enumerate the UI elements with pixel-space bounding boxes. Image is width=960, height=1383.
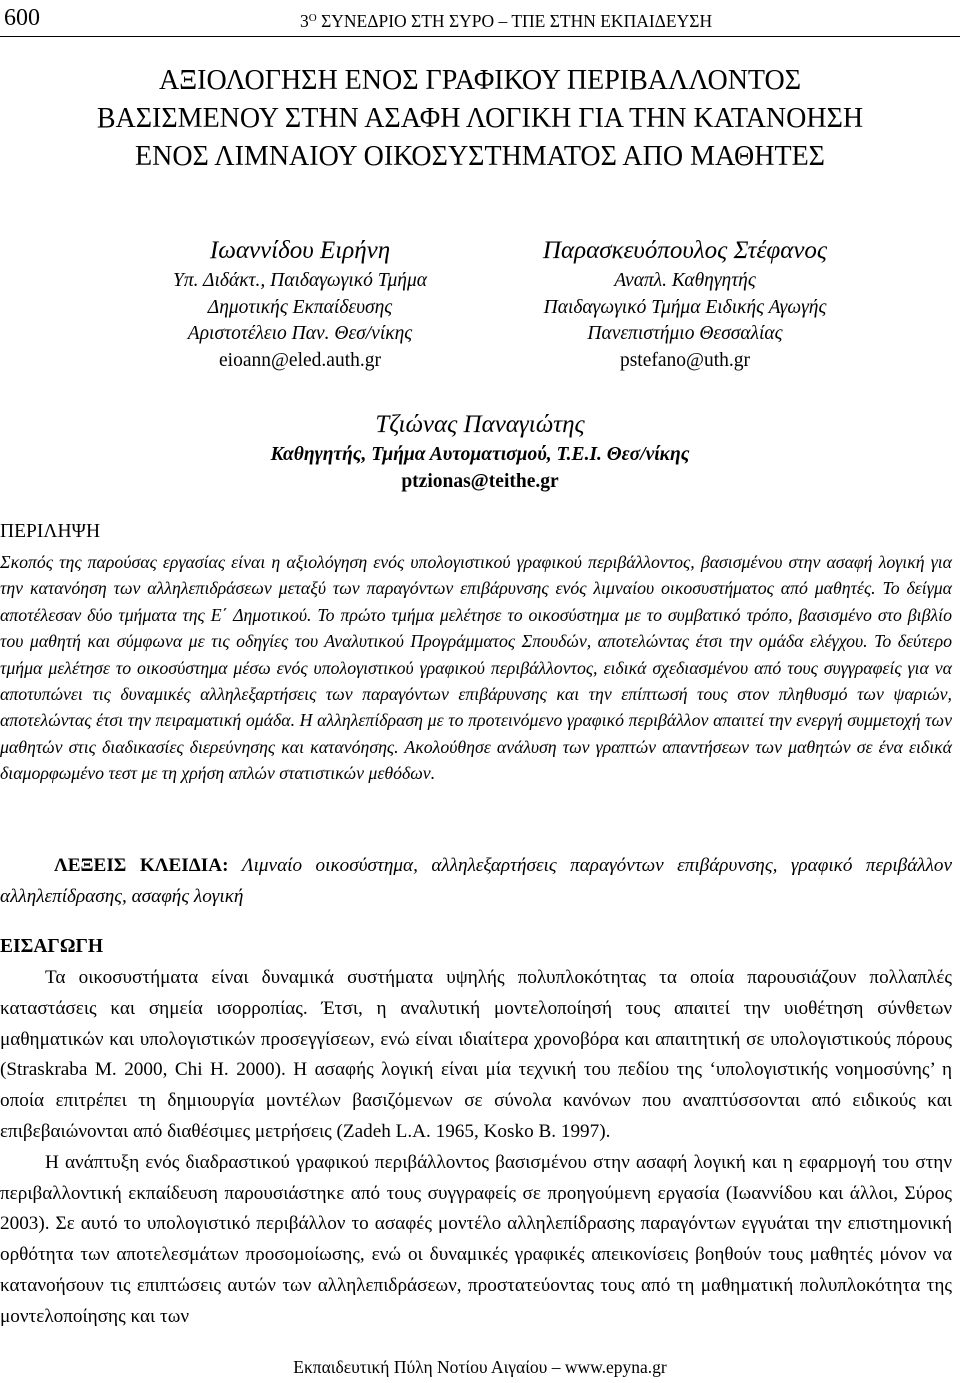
author-affiliation: Πανεπιστήμιο Θεσσαλίας (587, 323, 783, 344)
section-heading-introduction: ΕΙΣΑΓΩΓΗ (0, 936, 104, 957)
author-affiliation: Δημοτικής Εκπαίδευσης (207, 296, 393, 318)
paragraph: Τα οικοσυστήματα είναι δυναμικά συστήματα υψηλής πολυπλοκότητας τα οποία παρουσιάζουν πολλαπλές καταστάσεις και σημεία ισορροπίας. Έτσι, η αναλυτική μοντελοποίησή τους απαιτεί την υιοθέτηση σύνθετων μαθηματικών και υπολογιστικών προσεγγίσεων, ενώ είναι ιδιαίτερα χρονοβόρα και απαιτητική σε υπολογιστικούς πόρους (Straskraba M. 2000, Chi H. 2000). Η ασαφής λογική είναι μία τεχνική του πεδίου της ‘υπολογιστικής νοημοσύνης’ η οποία επιτρέπει τη δημιουργία μοντέλων βασιζόμενων σε σύνολα κανόνων που αναπτύσσονται από ειδικούς και επιβεβαιώνονται από διαθέσιμες μετρήσεις (Zadeh L.A. 1965, Kosko B. 1997). (0, 967, 952, 1142)
running-header (300, 6, 712, 33)
author-name: Παρασκευόπουλος Στέφανος (542, 237, 828, 264)
title-line: ΑΞΙΟΛΟΓΗΣΗ ΕΝΟΣ ΓΡΑΦΙΚΟΥ ΠΕΡΙΒΑΛΛΟΝΤΟΣ (158, 65, 802, 96)
paper-title (0, 62, 960, 176)
author-affiliation: Καθηγητής, Τμήμα Αυτοματισμού, Τ.Ε.Ι. Θεσ/νίκης (270, 444, 690, 465)
author-affiliation: Αναπλ. Καθηγητής (614, 270, 756, 291)
author-affiliation: Αριστοτέλειο Παν. Θεσ/νίκης (187, 323, 413, 344)
conference-ordinal: Ο (308, 12, 317, 24)
author-email[interactable]: eioann@eled.auth.gr (219, 349, 381, 371)
introduction-body (0, 963, 952, 1333)
author-name: Τζιώνας Παναγιώτης (375, 411, 585, 438)
author-name: Ιωαννίδου Ειρήνη (209, 237, 391, 264)
page-number: 600 (4, 5, 40, 31)
keywords-label: ΛΕΞΕΙΣ ΚΛΕΙΔΙΑ: (54, 855, 229, 876)
author-block-2 (470, 234, 900, 374)
author-block-3 (180, 408, 780, 495)
conference-number: 3 (300, 11, 309, 31)
author-affiliation: Υπ. Διδάκτ., Παιδαγωγικό Τμήμα (173, 270, 427, 291)
abstract-heading: ΠΕΡΙΛΗΨΗ (0, 521, 101, 542)
keywords (0, 850, 952, 912)
title-line: ΕΝΟΣ ΛΙΜΝΑΙΟΥ ΟΙΚΟΣΥΣΤΗΜΑΤΟΣ ΑΠΟ ΜΑΘΗΤΕΣ (135, 141, 825, 172)
author-email[interactable]: ptzionas@teithe.gr (401, 470, 559, 492)
header-rule (0, 36, 960, 37)
paragraph: Η ανάπτυξη ενός διαδραστικού γραφικού περιβάλλοντος βασισμένου στην ασαφή λογική και η εφαρμογή του στην περιβαλλοντική εκπαίδευση παρουσιάστηκε από τους συγγραφείς σε προηγούμενη εργασία (Ιωαννίδου και άλλοι, Σύρος 2003). Σε αυτό το υπολογιστικό περιβάλλον το ασαφές μοντέλο αλληλεπίδρασης παραγόντων εγγυάται την επιστημονική ορθότητα των αποτελεσμάτων προσομοίωσης, ενώ οι δυναμικές γραφικές απεικονίσεις βοηθούν τους μαθητές μόνον να κατανοήσουν τις επιπτώσεις αυτών των αλληλεπιδράσεων, προστατεύοντας τους από τη μαθηματική πολυπλοκότητα της μοντελοποίησης και των (0, 1151, 952, 1327)
author-affiliation: Παιδαγωγικό Τμήμα Ειδικής Αγωγής (543, 296, 827, 318)
abstract-text: Σκοπός της παρούσας εργασίας είναι η αξιολόγηση ενός υπολογιστικού γραφικού περιβάλλοντος, βασισμένου στην ασαφή λογική για την κατανόηση των αλληλεπιδράσεων μεταξύ των παραγόντων επιβάρυνσης ενός λιμναίου οικοσυστήματος από μαθητές. Το δείγμα αποτέλεσαν δύο τμήματα της Ε΄ Δημοτικού. Το πρώτο τμήμα μελέτησε το οικοσύστημα με το συμβατικό τρόπο, βασισμένο στο βιβλίο του μαθητή και σύμφωνα με τις οδηγίες του Αναλυτικού Προγράμματος Σπουδών, αποτελώντας έτσι την ομάδα ελέγχου. Το δεύτερο τμήμα μελέτησε το οικοσύστημα μέσω ενός υπολογιστικού γραφικού περιβάλλοντος, ειδικά σχεδιασμένου από τους συγγραφείς για να αποτυπώνει τις δυναμικές αλληλεξαρτήσεις των παραγόντων επιβάρυνσης και την επίπτωσή τους στον πληθυσμό των ψαριών, αποτελώντας έτσι την πειραματική ομάδα. Η αλληλεπίδραση με το προτεινόμενο γραφικό περιβάλλον απαιτεί την ενεργή συμμετοχή των μαθητών στις διαδικασίες διερεύνησης και κατανόησης. Ακολούθησε ανάλυση των γραπτών απαντήσεων των μαθητών σε ένα ειδικά διαμορφωμένο τεστ με τη χρήση απλών στατιστικών μεθόδων. (0, 552, 952, 784)
author-email[interactable]: pstefano@uth.gr (619, 349, 751, 371)
title-line: ΒΑΣΙΣΜΕΝΟΥ ΣΤΗΝ ΑΣΑΦΗ ΛΟΓΙΚΗ ΓΙΑ ΤΗΝ ΚΑΤΑΝΟΗΣΗ (96, 103, 864, 134)
conference-title: ΣΥΝΕΔΡΙΟ ΣΤΗ ΣΥΡΟ – ΤΠΕ ΣΤΗΝ ΕΚΠΑΙΔΕΥΣΗ (316, 11, 713, 31)
page-footer: Εκπαιδευτική Πύλη Νοτίου Αιγαίου – www.epyna.gr (293, 1357, 667, 1377)
author-block-1 (150, 234, 450, 374)
keywords-text: Λιμναίο οικοσύστημα, αλληλεξαρτήσεις παραγόντων επιβάρυνσης, γραφικό περιβάλλον αλληλεπίδρασης, ασαφής λογική (0, 855, 953, 907)
